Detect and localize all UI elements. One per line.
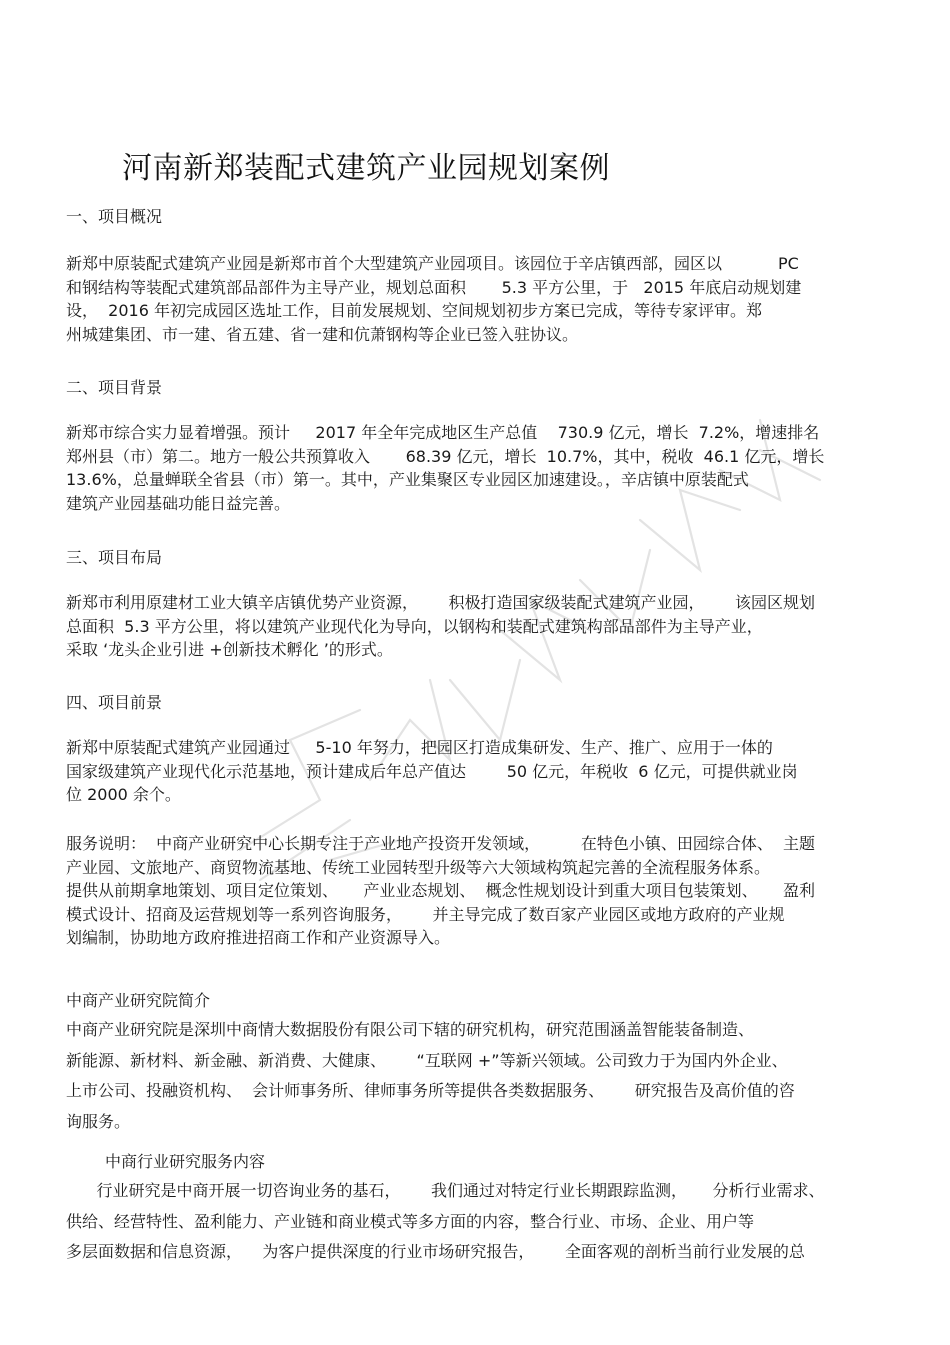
paragraph-line: 新能源、新材料、新金融、新消费、大健康、 “互联网 +”等新兴领域。公司致力于为国内外企业、 xyxy=(66,1050,788,1070)
paragraph-line: 上市公司、投融资机构、 会计师事务所、律师事务所等提供各类数据服务、 研究报告及高价值的咨 xyxy=(66,1081,795,1100)
paragraph-line: 总面积 5.3 平方公里，将以建筑产业现代化为导向，以钢构和装配式建筑构部品部件为主导产业， xyxy=(66,616,763,636)
paragraph-line: 设， 2016 年初完成园区选址工作，目前发展规划、空间规划初步方案已完成，等待专家评审。郑 xyxy=(66,301,762,320)
paragraph-line: 产业园、文旅地产、商贸物流基地、传统工业园转型升级等六大领域构筑起完善的全流程服务体系。 xyxy=(66,857,771,877)
paragraph-line: 新郑中原装配式建筑产业园通过 5-10 年努力，把园区打造成集研发、生产、推广、应用于一体的 xyxy=(66,738,773,757)
paragraph-line: 新郑市综合实力显着增强。预计 2017 年全年完成地区生产总值 730.9 亿元，增长 7.2%，增速排名 xyxy=(66,423,820,442)
section-paragraph-prospect xyxy=(66,736,884,807)
paragraph-line: 采取 ‘龙头企业引进 +创新技术孵化 ’的形式。 xyxy=(66,640,393,659)
paragraph-line: 新郑中原装配式建筑产业园是新郑市首个大型建筑产业园项目。该园位于辛店镇西部，园区以 PC xyxy=(66,254,799,273)
paragraph-line: 询服务。 xyxy=(66,1111,131,1131)
section-paragraph-overview xyxy=(66,252,884,346)
section-heading-layout: 三、项目布局 xyxy=(66,548,163,567)
paragraph-line: 行业研究是中商开展一切咨询业务的基石， 我们通过对特定行业长期跟踪监测， 分析行业需求、 xyxy=(66,1181,825,1200)
section-paragraph-layout xyxy=(66,591,884,662)
paragraph-line: 模式设计、招商及运营规划等一系列咨询服务， 并主导完成了数百家产业园区或地方政府的产业规 xyxy=(66,904,785,924)
paragraph-line: 新郑市利用原建材工业大镇辛店镇优势产业资源， 积极打造国家级装配式建筑产业园， 该园区规划 xyxy=(66,593,816,612)
research-paragraph xyxy=(66,1176,884,1268)
institute-paragraph xyxy=(66,1015,884,1137)
paragraph-line: 位 2000 余个。 xyxy=(66,785,181,804)
service-note-paragraph xyxy=(66,832,884,950)
paragraph-line: 13.6%，总量蝉联全省县（市）第一。其中，产业集聚区专业园区加速建设。，辛店镇中原装配式 xyxy=(66,470,749,489)
paragraph-line: 划编制，协助地方政府推进招商工作和产业资源导入。 xyxy=(66,928,451,947)
paragraph-line: 和钢结构等装配式建筑部品部件为主导产业，规划总面积 5.3 平方公里，于 2015 年底启动规划建 xyxy=(66,277,802,297)
institute-heading: 中商产业研究院简介 xyxy=(66,991,211,1010)
paragraph-line: 提供从前期拿地策划、项目定位策划、 产业业态规划、 概念性规划设计到重大项目包装策划、 盈利 xyxy=(66,881,816,900)
paragraph-line: 供给、经营特性、盈利能力、产业链和商业模式等多方面的内容，整合行业、市场、企业、用户等 xyxy=(66,1211,755,1231)
section-heading-overview: 一、项目概况 xyxy=(66,207,163,226)
paragraph-line: 州城建集团、市一建、省五建、省一建和伉萧钢构等企业已签入驻协议。 xyxy=(66,324,579,344)
paragraph-line: 多层面数据和信息资源， 为客户提供深度的行业市场研究报告， 全面客观的剖析当前行业发展的总 xyxy=(66,1242,805,1261)
paragraph-line: 国家级建筑产业现代化示范基地，预计建成后年总产值达 50 亿元，年税收 6 亿元，可提供就业岗 xyxy=(66,761,798,781)
section-paragraph-background xyxy=(66,421,884,515)
paragraph-line: 服务说明： 中商产业研究中心长期专注于产业地产投资开发领域， 在特色小镇、田园综合体、 主题 xyxy=(66,834,816,853)
research-heading: 中商行业研究服务内容 xyxy=(105,1152,266,1171)
section-heading-prospect: 四、项目前景 xyxy=(66,693,163,712)
document-title: 河南新郑装配式建筑产业园规划案例 xyxy=(122,151,610,186)
paragraph-line: 中商产业研究院是深圳中商情大数据股份有限公司下辖的研究机构，研究范围涵盖智能装备制造、 xyxy=(66,1020,755,1039)
paragraph-line: 建筑产业园基础功能日益完善。 xyxy=(66,493,291,513)
paragraph-line: 郑州县（市）第二。地方一般公共预算收入 68.39 亿元，增长 10.7%，其中，税收 46.1 亿元，增长 xyxy=(66,446,825,466)
section-heading-background: 二、项目背景 xyxy=(66,378,163,397)
